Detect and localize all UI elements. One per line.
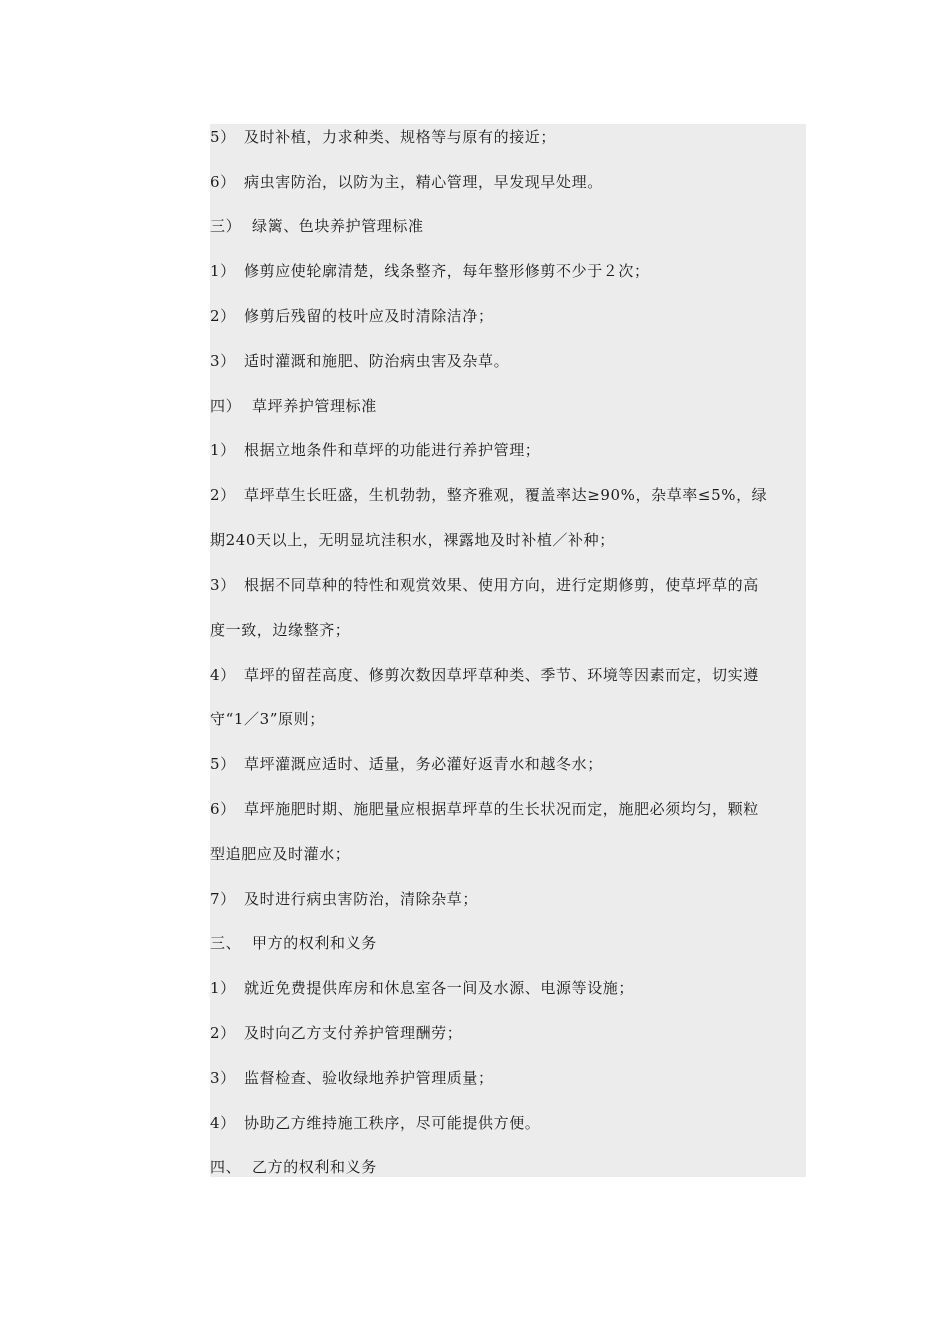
continuation-line bbox=[210, 706, 806, 732]
item-number: 2） bbox=[210, 307, 236, 325]
list-item bbox=[210, 348, 806, 374]
section-heading bbox=[210, 393, 806, 419]
item-text: 及时进行病虫害防治，清除杂草； bbox=[244, 890, 479, 908]
document-text-block bbox=[210, 124, 806, 1177]
item-number: 3） bbox=[210, 352, 236, 370]
item-number: 2） bbox=[210, 1024, 236, 1042]
section-heading bbox=[210, 930, 806, 956]
list-item bbox=[210, 1065, 806, 1091]
item-number: 5） bbox=[210, 128, 236, 146]
item-number: 4） bbox=[210, 1114, 236, 1132]
item-number: 5） bbox=[210, 755, 236, 773]
item-text: 协助乙方维持施工秩序，尽可能提供方便。 bbox=[244, 1114, 541, 1132]
section-number: 四） bbox=[210, 397, 242, 415]
item-text: 草坪施肥时期、施肥量应根据草坪草的生长状况而定，施肥必须均匀，颗粒 bbox=[244, 800, 759, 818]
list-item bbox=[210, 437, 806, 463]
item-text: 适时灌溉和施肥、防治病虫害及杂草。 bbox=[244, 352, 510, 370]
item-number: 7） bbox=[210, 890, 236, 908]
item-number: 1） bbox=[210, 262, 236, 280]
item-number: 3） bbox=[210, 1069, 236, 1087]
list-item bbox=[210, 751, 806, 777]
list-item bbox=[210, 169, 806, 195]
list-item bbox=[210, 1020, 806, 1046]
item-text: 病虫害防治，以防为主，精心管理，早发现早处理。 bbox=[244, 173, 603, 191]
item-text: 草坪灌溉应适时、适量，务必灌好返青水和越冬水； bbox=[244, 755, 603, 773]
item-text: 度一致，边缘整齐； bbox=[210, 621, 351, 639]
item-number: 1） bbox=[210, 441, 236, 459]
list-item bbox=[210, 303, 806, 329]
item-text: 根据不同草种的特性和观赏效果、使用方向，进行定期修剪，使草坪草的高 bbox=[244, 576, 759, 594]
item-number: 4） bbox=[210, 666, 236, 684]
item-number: 6） bbox=[210, 800, 236, 818]
list-item bbox=[210, 886, 806, 912]
item-text: 修剪后残留的枝叶应及时清除洁净； bbox=[244, 307, 494, 325]
list-item bbox=[210, 796, 806, 822]
section-title: 乙方的权利和义务 bbox=[252, 1158, 377, 1176]
section-number: 三、 bbox=[210, 934, 242, 952]
list-item bbox=[210, 662, 806, 688]
item-number: 2） bbox=[210, 486, 236, 504]
continuation-line bbox=[210, 617, 806, 643]
section-heading bbox=[210, 1154, 806, 1180]
section-number: 三） bbox=[210, 217, 242, 235]
list-item bbox=[210, 975, 806, 1001]
item-text: 期240天以上，无明显坑洼积水，裸露地及时补植／补种； bbox=[210, 531, 615, 549]
item-text: 守“1／3”原则； bbox=[210, 710, 325, 728]
item-number: 1） bbox=[210, 979, 236, 997]
item-number: 3） bbox=[210, 576, 236, 594]
section-title: 甲方的权利和义务 bbox=[252, 934, 377, 952]
list-item bbox=[210, 1110, 806, 1136]
list-item bbox=[210, 258, 806, 284]
item-text: 及时补植，力求种类、规格等与原有的接近； bbox=[244, 128, 557, 146]
section-number: 四、 bbox=[210, 1158, 242, 1176]
list-item bbox=[210, 572, 806, 598]
item-text: 根据立地条件和草坪的功能进行养护管理； bbox=[244, 441, 541, 459]
continuation-line bbox=[210, 841, 806, 867]
item-text: 及时向乙方支付养护管理酬劳； bbox=[244, 1024, 463, 1042]
continuation-line bbox=[210, 527, 806, 553]
list-item bbox=[210, 482, 806, 508]
item-text: 监督检查、验收绿地养护管理质量； bbox=[244, 1069, 494, 1087]
item-text: 草坪的留茬高度、修剪次数因草坪草种类、季节、环境等因素而定，切实遵 bbox=[244, 666, 759, 684]
item-text: 修剪应使轮廓清楚，线条整齐，每年整形修剪不少于２次； bbox=[244, 262, 650, 280]
section-title: 草坪养护管理标准 bbox=[252, 397, 377, 415]
item-text: 就近免费提供库房和休息室各一间及水源、电源等设施； bbox=[244, 979, 635, 997]
list-item bbox=[210, 124, 806, 150]
section-title: 绿篱、色块养护管理标准 bbox=[252, 217, 424, 235]
item-number: 6） bbox=[210, 173, 236, 191]
item-text: 型追肥应及时灌水； bbox=[210, 845, 351, 863]
section-heading bbox=[210, 213, 806, 239]
item-text: 草坪草生长旺盛，生机勃勃，整齐雅观，覆盖率达≥90%，杂草率≤5%，绿 bbox=[244, 486, 768, 504]
